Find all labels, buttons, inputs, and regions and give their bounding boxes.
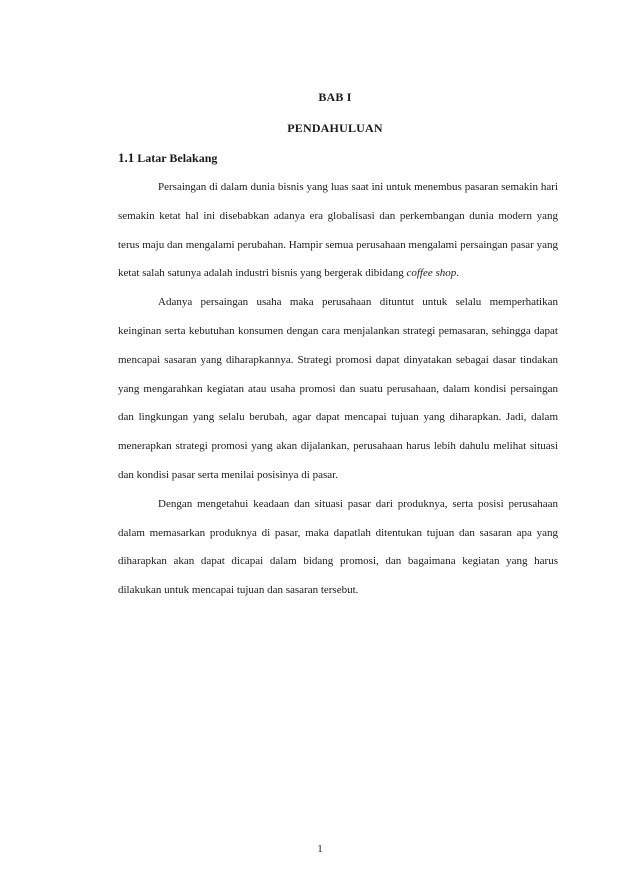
paragraph-text: Persaingan di dalam dunia bisnis yang luas saat ini untuk menembus pasaran semakin hari semakin ketat hal ini disebabkan adanya era globalisasi dan perkembangan dunia modern yang terus maju dan mengalami perubahan. Hampir semua perusahaan mengalami persaingan pasar yang ketat salah satunya adalah industri bisnis yang bergerak dibidang — [118, 181, 558, 280]
body-text — [118, 173, 558, 605]
section-heading — [118, 150, 217, 166]
section-number: 1.1 — [118, 150, 135, 165]
paragraph: Adanya persaingan usaha maka perusahaan dituntut untuk selalu memperhatikan keinginan serta kebutuhan konsumen dengan cara menjalankan strategi pemasaran, sehingga dapat mencapai sasaran yang diharapkannya. Strategi promosi dapat dinyatakan sebagai dasar tindakan yang mengarahkan kegiatan atau usaha promosi dan suatu perusahaan, dalam kondisi persaingan dan lingkungan yang selalu berubah, agar dapat mencapai tujuan yang diharapkan. Jadi, dalam menerapkan strategi promosi yang akan dijalankan, perusahaan harus lebih dahulu melihat situasi dan kondisi pasar serta menilai posisinya di pasar. — [118, 296, 558, 481]
paragraph: Dengan mengetahui keadaan dan situasi pasar dari produknya, serta posisi perusahaan dalam memasarkan produknya di pasar, maka dapatlah ditentukan tujuan dan sasaran apa yang diharapkan akan dapat dicapai dalam bidang promosi, dan bagaimana kegiatan yang harus dilakukan untuk mencapai tujuan dan sasaran tersebut. — [118, 497, 558, 597]
emphasis-text: coffee shop — [406, 267, 457, 280]
chapter-title: PENDAHULUAN — [287, 121, 383, 135]
chapter-number: BAB I — [318, 90, 352, 104]
paragraph — [118, 173, 558, 288]
paragraph-tail: . — [456, 267, 460, 280]
section-title: Latar Belakang — [137, 151, 218, 165]
page-number: 1 — [317, 843, 323, 855]
